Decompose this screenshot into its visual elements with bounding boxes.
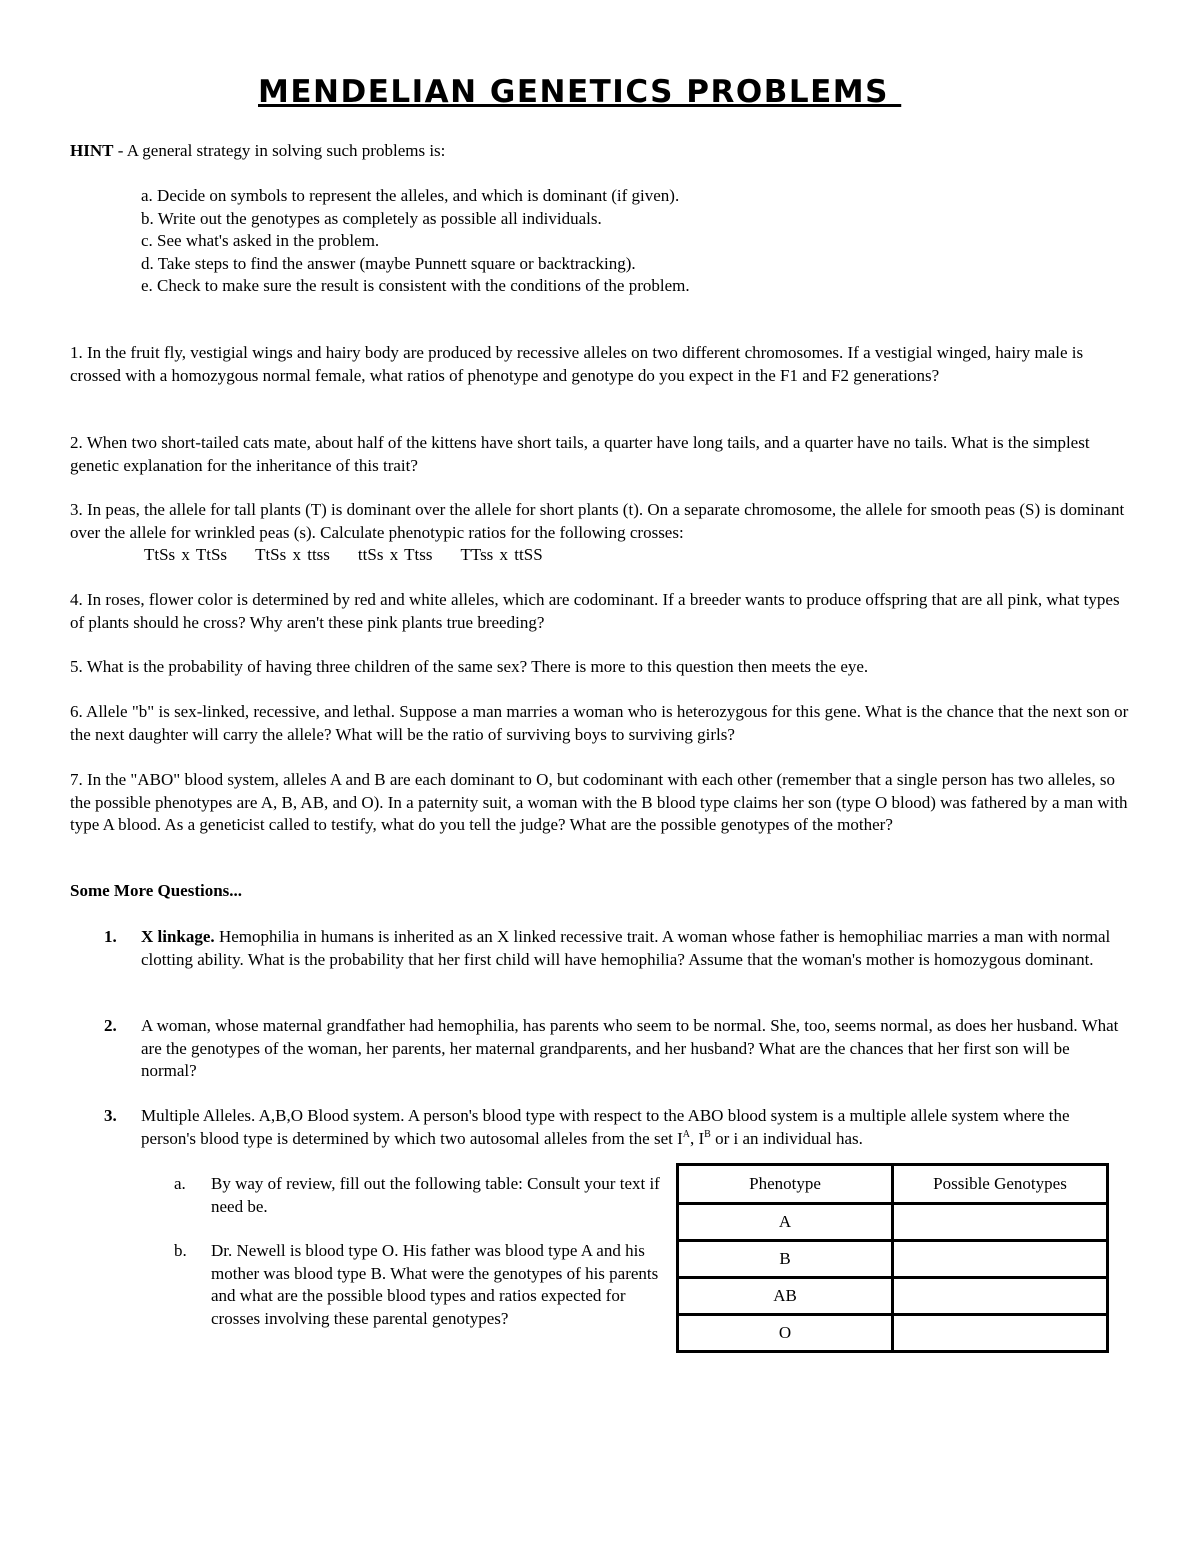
genotype-blank-cell[interactable]: [893, 1204, 1108, 1241]
strategy-step: c. See what's asked in the problem.: [141, 231, 380, 250]
hint-text: - A general strategy in solving such problems is:: [113, 141, 446, 160]
phenotype-cell: A: [678, 1204, 893, 1241]
subpart-a: [174, 1173, 664, 1218]
question-body: or i an individual has.: [710, 1128, 863, 1148]
table-row: [678, 1204, 1108, 1241]
question-3-text: 3. In peas, the allele for tall plants (T) is dominant over the allele for short plants (t). On a separate chromosome, the allele for smooth peas (S) is dominant over the allele for wrinkled peas (s). Calculate phenotypic ratios for the following crosses:: [70, 500, 1125, 542]
more-question-1: [104, 926, 1124, 971]
question-text: [141, 926, 1124, 971]
question-3: [70, 499, 1132, 567]
cross-item: TtSs x TtSs: [144, 545, 228, 564]
cross-item: ttSs x Ttss: [357, 545, 433, 564]
question-number: 3.: [104, 1106, 117, 1125]
question-text: [141, 1105, 1124, 1150]
table-header-row: [678, 1165, 1108, 1204]
column-header: Phenotype: [678, 1165, 893, 1204]
strategy-step: b. Write out the genotypes as completely as possible all individuals.: [141, 208, 602, 228]
question-body: Hemophilia in humans is inherited as an X linked recessive trait. A woman whose father is hemophiliac marries a man with normal clotting ability. What is the probability that her first child will have hemophilia? Assume that the woman's mother is homozygous dominant.: [141, 927, 1111, 969]
strategy-step: e. Check to make sure the result is consistent with the conditions of the problem.: [141, 276, 690, 295]
strategy-step: d. Take steps to find the answer (maybe Punnett square or backtracking).: [141, 253, 636, 273]
question-body: , I: [690, 1128, 705, 1148]
subpart-letter: a.: [174, 1174, 186, 1193]
column-header: Possible Genotypes: [893, 1165, 1108, 1204]
question-text: A woman, whose maternal grandfather had hemophilia, has parents who seem to be normal. She, too, seems normal, as does her husband. What are the genotypes of the woman, her parents, her maternal grandparents, and her husband? What are the chances that her first son will be normal?: [141, 1016, 1119, 1080]
question-number: 1.: [104, 927, 117, 946]
question-6: 6. Allele "b" is sex-linked, recessive, and lethal. Suppose a man marries a woman who is heterozygous for this gene. What is the chance that the next son or the next daughter will carry the allele? What will be the ratio of surviving boys to surviving girls?: [70, 702, 1129, 744]
subpart-text: By way of review, fill out the following table: Consult your text if need be.: [211, 1174, 660, 1216]
phenotype-cell: AB: [678, 1278, 893, 1315]
question-2: 2. When two short-tailed cats mate, about half of the kittens have short tails, a quarter have long tails, and a quarter have no tails. What is the simplest genetic explanation for the inheritance of this trait?: [70, 433, 1090, 475]
allele-superscript: B: [704, 1128, 711, 1140]
question-1: 1. In the fruit fly, vestigial wings and hairy body are produced by recessive alleles on two different chromosomes. If a vestigial winged, hairy male is crossed with a homozygous normal female, what ratios of phenotype and genotype do you expect in the F1 and F2 generations?: [70, 343, 1084, 385]
cross-item: TTss x ttSS: [460, 545, 543, 564]
table-row: [678, 1315, 1108, 1352]
strategy-step: a. Decide on symbols to represent the alleles, and which is dominant (if given).: [141, 186, 680, 205]
genotype-blank-cell[interactable]: [893, 1315, 1108, 1352]
strategy-steps: [141, 185, 690, 298]
more-question-3: [104, 1105, 1124, 1150]
blood-type-table: [676, 1163, 1109, 1353]
allele-superscript: A: [682, 1128, 690, 1140]
question-number: 2.: [104, 1016, 117, 1035]
subpart-text: Dr. Newell is blood type O. His father was blood type A and his mother was blood type B. What were the genotypes of his parents and what are the possible blood types and ratios expected for crosses involving these parental genotypes?: [211, 1241, 659, 1328]
subpart-letter: b.: [174, 1241, 187, 1260]
phenotype-cell: B: [678, 1241, 893, 1278]
question-lead: X linkage.: [141, 927, 215, 946]
genotype-blank-cell[interactable]: [893, 1278, 1108, 1315]
cross-list: [70, 544, 1132, 567]
question-body: Multiple Alleles. A,B,O Blood system. A person's blood type with respect to the ABO blood system is a multiple allele system where the person's blood type is determined by which two autosomal alleles from the set I: [141, 1106, 1070, 1148]
more-questions-heading: Some More Questions...: [70, 881, 243, 900]
more-question-2: [104, 1015, 1124, 1083]
cross-item: TtSs x ttss: [255, 545, 330, 564]
question-5: 5. What is the probability of having three children of the same sex? There is more to this question then meets the eye.: [70, 657, 869, 676]
table-row: [678, 1241, 1108, 1278]
page-title: MENDELIAN GENETICS PROBLEMS: [258, 74, 902, 110]
phenotype-cell: O: [678, 1315, 893, 1352]
subpart-b: [174, 1240, 664, 1330]
question-7: 7. In the "ABO" blood system, alleles A and B are each dominant to O, but codominant with each other (remember that a single person has two alleles, so the possible phenotypes are A, B, AB, and O). In a paternity suit, a woman with the B blood type claims her son (type O blood) was fathered by a man with type A blood. As a geneticist called to testify, what do you tell the judge? What are the possible genotypes of the mother?: [70, 770, 1128, 834]
table-row: [678, 1278, 1108, 1315]
hint-label: HINT: [70, 141, 114, 160]
hint-line: [70, 140, 445, 163]
genotype-blank-cell[interactable]: [893, 1241, 1108, 1278]
question-4: 4. In roses, flower color is determined by red and white alleles, which are codominant. If a breeder wants to produce offspring that are all pink, what types of plants should he cross? Why aren't these pink plants true breeding?: [70, 590, 1120, 632]
